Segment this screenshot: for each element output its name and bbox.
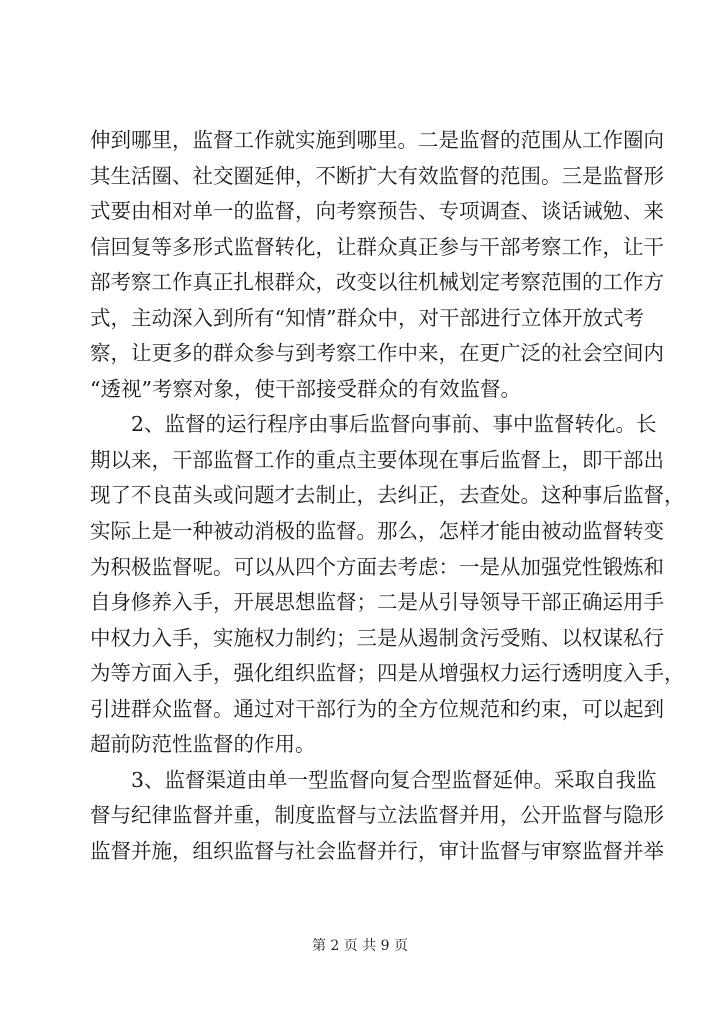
text-line: 自身修养入手，开展思想监督；二是从引导领导干部正确运用手 (90, 590, 664, 615)
paragraph-start-line: 2、监督的运行程序由事后监督向事前、事中监督转化。长 (131, 412, 657, 437)
page-number-footer: 第 2 页 共 9 页 (311, 938, 409, 954)
text-line: 察，让更多的群众参与到考察工作中来，在更广泛的社会空间内 (90, 341, 664, 366)
text-line: 实际上是一种被动消极的监督。那么，怎样才能由被动监督转变 (90, 519, 664, 544)
text-line: 为积极监督呢。可以从四个方面去考虑：一是从加强党性锻炼和 (90, 554, 664, 579)
text-line: 超前防范性监督的作用。 (90, 732, 316, 757)
text-line: “透视”考察对象，使干部接受群众的有效监督。 (90, 376, 521, 401)
text-line: 信回复等多形式监督转化，让群众真正参与干部考察工作，让干 (90, 234, 664, 259)
text-line: 式，主动深入到所有“知情”群众中，对干部进行立体开放式考 (90, 305, 644, 330)
text-line: 部考察工作真正扎根群众，改变以往机械划定考察范围的工作方 (90, 270, 664, 295)
text-line: 伸到哪里，监督工作就实施到哪里。二是监督的范围从工作圈向 (90, 128, 664, 152)
paragraph-start-line: 3、监督渠道由单一型监督向复合型监督延伸。采取自我监 (131, 767, 657, 792)
text-line: 监督并施，组织监督与社会监督并行，审计监督与审察监督并举 (90, 838, 664, 863)
document-body (90, 123, 685, 869)
text-line: 式要由相对单一的监督，向考察预告、专项调查、谈话诫勉、来 (90, 199, 664, 224)
text-line: 期以来，干部监督工作的重点主要体现在事后监督上，即干部出 (90, 447, 664, 472)
text-line: 督与纪律监督并重，制度监督与立法监督并用，公开监督与隐形 (90, 803, 664, 828)
text-line: 引进群众监督。通过对干部行为的全方位规范和约束，可以起到 (90, 696, 664, 721)
text-line: 为等方面入手，强化组织监督；四是从增强权力运行透明度入手， (90, 661, 685, 686)
text-line: 中权力入手，实施权力制约；三是从遏制贪污受贿、以权谋私行 (90, 625, 664, 650)
text-line: 现了不良苗头或问题才去制止，去纠正，去查处。这种事后监督， (90, 483, 685, 508)
text-line: 其生活圈、社交圈延伸，不断扩大有效监督的范围。三是监督形 (90, 163, 664, 188)
